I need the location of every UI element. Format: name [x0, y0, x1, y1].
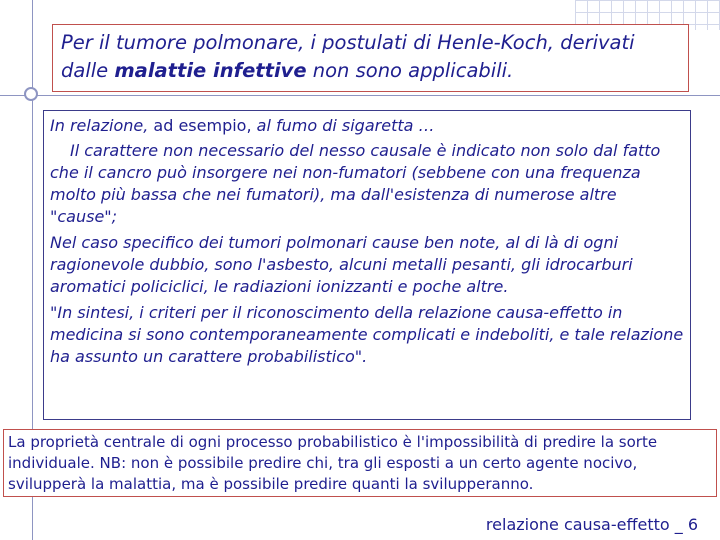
- intro-normal: ad esempio,: [148, 116, 257, 135]
- intro-italic-2: al fumo di sigaretta …: [256, 116, 435, 135]
- intro-line: [50, 115, 684, 137]
- main-text-box: [43, 110, 691, 420]
- note-box: La proprietà centrale di ogni processo probabilistico è l'impossibilità di predire la sorte individuale. NB: non è possibile predire chi, tra gli esposti a un certo agente nocivo, svilupperà la malattia, ma è possibile predire quanti la svilupperanno.: [3, 429, 717, 497]
- paragraph-3: "In sintesi, i criteri per il riconoscimento della relazione causa-effetto in medicina si sono contemporaneamente complicati e indeboliti, e tale relazione ha assunto un carattere probabilistico".: [50, 303, 684, 366]
- title-text-part1: Per il tumore polmonare, i postulati di Henle-Koch, derivati dalle: [61, 31, 635, 82]
- horizontal-rule: [0, 95, 720, 96]
- slide-title: [52, 24, 689, 92]
- title-text-bold: malattie infettive: [114, 59, 307, 82]
- intro-italic-1: In relazione,: [50, 116, 149, 135]
- title-text-part2: non sono applicabili.: [306, 59, 514, 82]
- paragraph-2: Nel caso specifico dei tumori polmonari cause ben note, al di là di ogni ragionevole dubbio, sono l'asbesto, alcuni metalli pesanti, gli idrocarburi aromatici policiclici, le radiazioni ionizzanti e poche altre.: [50, 233, 633, 296]
- ring-decoration: [24, 87, 38, 101]
- paragraph-1: Il carattere non necessario del nesso causale è indicato non solo dal fatto che il cancro può insorgere nei non-fumatori (sebbene con una frequenza molto più bassa che nei fumatori), ma dall'esistenza di numerose altre "cause";: [50, 141, 661, 226]
- slide-footer: relazione causa-effetto _ 6: [485, 515, 698, 534]
